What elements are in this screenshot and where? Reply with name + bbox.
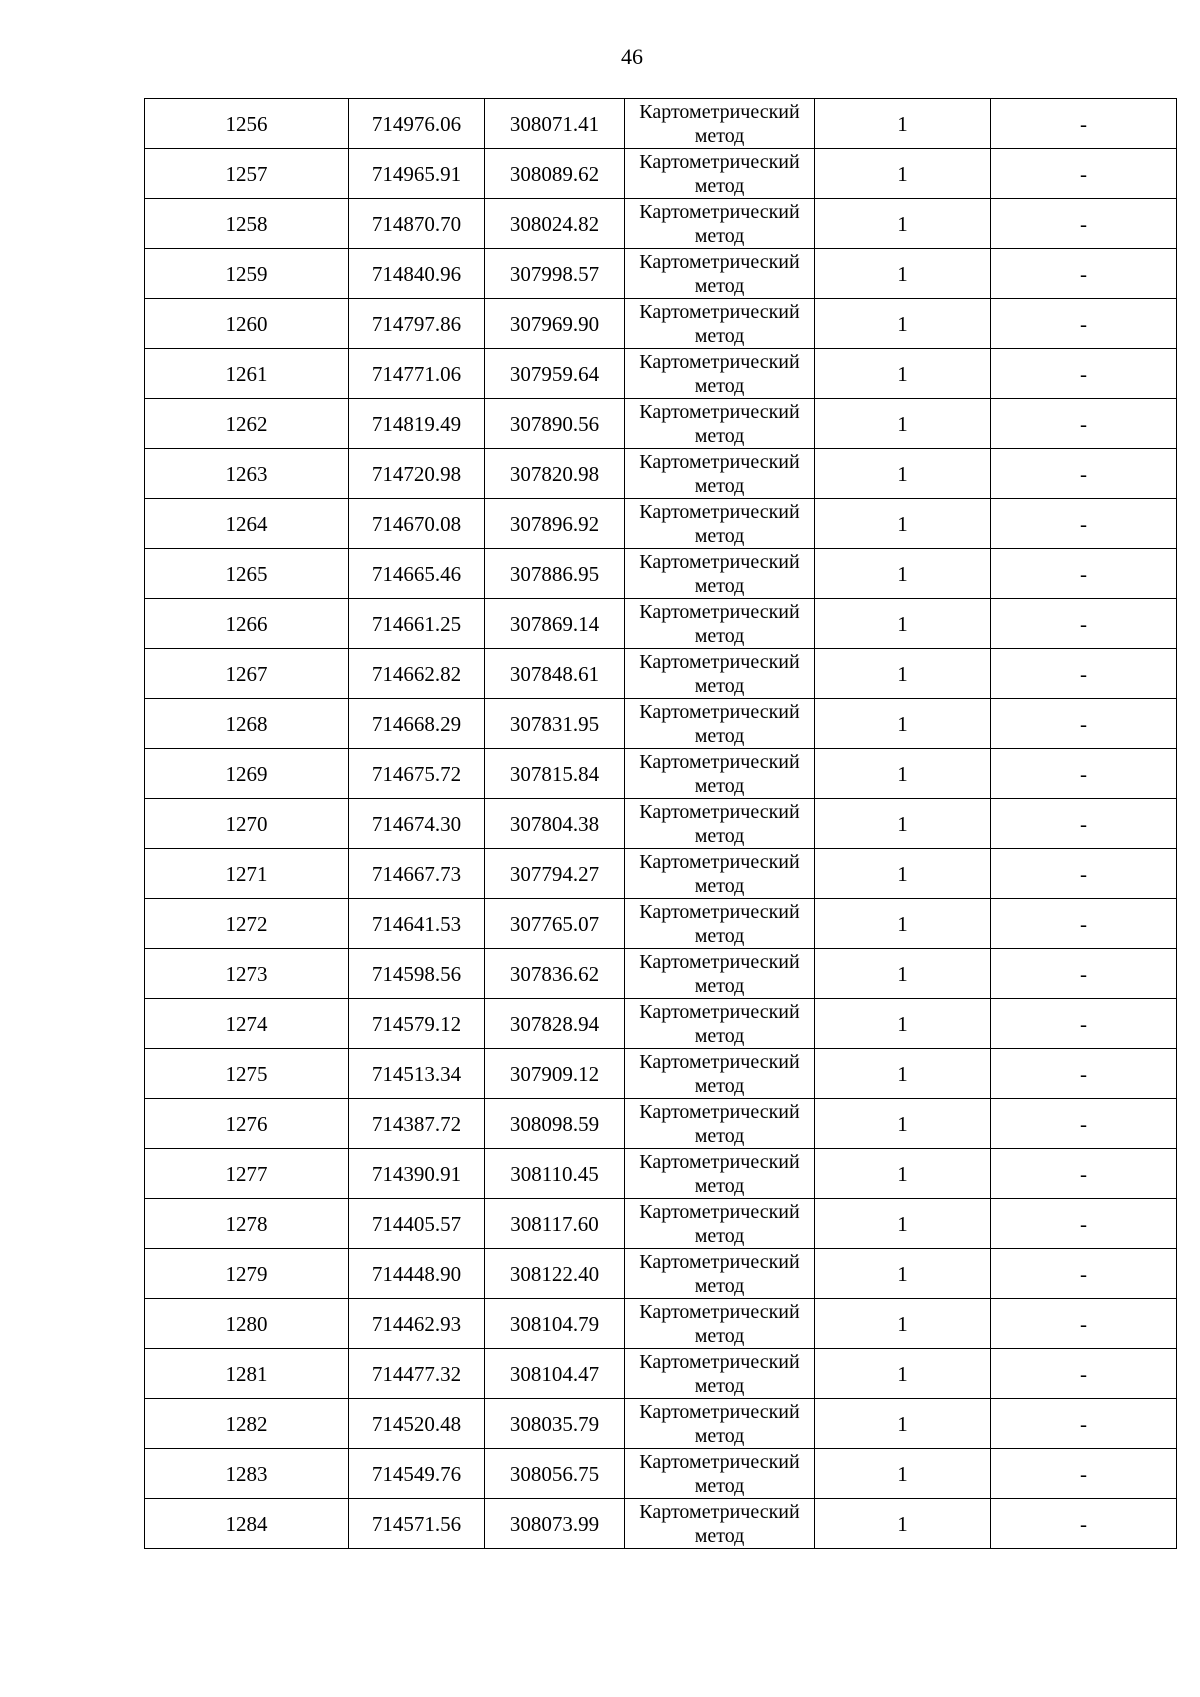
note-cell: - <box>991 99 1177 149</box>
point-number-cell: 1262 <box>145 399 349 449</box>
y-coordinate-cell: 307969.90 <box>485 299 625 349</box>
method-text-line-2: метод <box>694 1274 745 1297</box>
table-row <box>145 749 1177 799</box>
point-number-cell: 1272 <box>145 899 349 949</box>
accuracy-cell: 1 <box>815 999 991 1049</box>
method-cell <box>625 1099 815 1149</box>
y-coordinate-cell: 308117.60 <box>485 1199 625 1249</box>
table-row <box>145 1499 1177 1549</box>
point-number-cell: 1275 <box>145 1049 349 1099</box>
y-coordinate-cell: 307959.64 <box>485 349 625 399</box>
accuracy-cell: 1 <box>815 249 991 299</box>
table-row <box>145 1049 1177 1099</box>
method-text-line-2: метод <box>694 524 745 547</box>
x-coordinate-cell: 714661.25 <box>349 599 485 649</box>
method-text-line-2: метод <box>694 1324 745 1347</box>
method-text-line-2: метод <box>694 1524 745 1547</box>
x-coordinate-cell: 714477.32 <box>349 1349 485 1399</box>
method-text-line-2: метод <box>694 774 745 797</box>
note-cell: - <box>991 899 1177 949</box>
method-text-line-2: метод <box>694 324 745 347</box>
accuracy-cell: 1 <box>815 749 991 799</box>
note-cell: - <box>991 349 1177 399</box>
y-coordinate-cell: 307794.27 <box>485 849 625 899</box>
method-cell <box>625 199 815 249</box>
method-text-line-2: метод <box>694 574 745 597</box>
method-cell <box>625 499 815 549</box>
x-coordinate-cell: 714674.30 <box>349 799 485 849</box>
point-number-cell: 1276 <box>145 1099 349 1149</box>
table-row <box>145 599 1177 649</box>
y-coordinate-cell: 307815.84 <box>485 749 625 799</box>
note-cell: - <box>991 499 1177 549</box>
note-cell: - <box>991 849 1177 899</box>
method-cell <box>625 249 815 299</box>
y-coordinate-cell: 307765.07 <box>485 899 625 949</box>
method-text-line-2: метод <box>694 874 745 897</box>
y-coordinate-cell: 307848.61 <box>485 649 625 699</box>
point-number-cell: 1268 <box>145 699 349 749</box>
point-number-cell: 1265 <box>145 549 349 599</box>
accuracy-cell: 1 <box>815 699 991 749</box>
note-cell: - <box>991 1199 1177 1249</box>
x-coordinate-cell: 714965.91 <box>349 149 485 199</box>
method-cell <box>625 449 815 499</box>
point-number-cell: 1266 <box>145 599 349 649</box>
y-coordinate-cell: 307836.62 <box>485 949 625 999</box>
method-cell <box>625 1449 815 1499</box>
method-text-line-2: метод <box>694 924 745 947</box>
method-text-line-1: Картометрический <box>639 500 800 523</box>
y-coordinate-cell: 307890.56 <box>485 399 625 449</box>
note-cell: - <box>991 1099 1177 1149</box>
method-text-line-1: Картометрический <box>639 1300 800 1323</box>
y-coordinate-cell: 308104.79 <box>485 1299 625 1349</box>
note-cell: - <box>991 299 1177 349</box>
point-number-cell: 1261 <box>145 349 349 399</box>
method-text-line-1: Картометрический <box>639 1400 800 1423</box>
x-coordinate-cell: 714448.90 <box>349 1249 485 1299</box>
x-coordinate-cell: 714840.96 <box>349 249 485 299</box>
method-text-line-1: Картометрический <box>639 1200 800 1223</box>
table-row <box>145 549 1177 599</box>
method-cell <box>625 1049 815 1099</box>
table-row <box>145 649 1177 699</box>
page-number: 46 <box>621 44 643 69</box>
point-number-cell: 1278 <box>145 1199 349 1249</box>
point-number-cell: 1264 <box>145 499 349 549</box>
table-row <box>145 149 1177 199</box>
method-cell <box>625 349 815 399</box>
method-text-line-1: Картометрический <box>639 850 800 873</box>
accuracy-cell: 1 <box>815 349 991 399</box>
method-text-line-1: Картометрический <box>639 400 800 423</box>
point-number-cell: 1269 <box>145 749 349 799</box>
note-cell: - <box>991 149 1177 199</box>
x-coordinate-cell: 714405.57 <box>349 1199 485 1249</box>
method-text-line-2: метод <box>694 674 745 697</box>
note-cell: - <box>991 949 1177 999</box>
method-text-line-2: метод <box>694 1024 745 1047</box>
method-text-line-1: Картометрический <box>639 800 800 823</box>
note-cell: - <box>991 1249 1177 1299</box>
table-row <box>145 249 1177 299</box>
method-text-line-1: Картометрический <box>639 1350 800 1373</box>
accuracy-cell: 1 <box>815 1299 991 1349</box>
x-coordinate-cell: 714520.48 <box>349 1399 485 1449</box>
method-text-line-2: метод <box>694 824 745 847</box>
method-text-line-1: Картометрический <box>639 100 800 123</box>
accuracy-cell: 1 <box>815 1449 991 1499</box>
table-row <box>145 1099 1177 1149</box>
table-row <box>145 99 1177 149</box>
accuracy-cell: 1 <box>815 399 991 449</box>
y-coordinate-cell: 308073.99 <box>485 1499 625 1549</box>
method-cell <box>625 149 815 199</box>
table-row <box>145 299 1177 349</box>
accuracy-cell: 1 <box>815 199 991 249</box>
table-row <box>145 1249 1177 1299</box>
method-text-line-1: Картометрический <box>639 700 800 723</box>
method-cell <box>625 1199 815 1249</box>
method-cell <box>625 899 815 949</box>
point-number-cell: 1273 <box>145 949 349 999</box>
note-cell: - <box>991 699 1177 749</box>
x-coordinate-cell: 714641.53 <box>349 899 485 949</box>
x-coordinate-cell: 714513.34 <box>349 1049 485 1099</box>
x-coordinate-cell: 714819.49 <box>349 399 485 449</box>
method-cell <box>625 1349 815 1399</box>
x-coordinate-cell: 714662.82 <box>349 649 485 699</box>
note-cell: - <box>991 649 1177 699</box>
x-coordinate-cell: 714720.98 <box>349 449 485 499</box>
method-cell <box>625 1499 815 1549</box>
table-row <box>145 1349 1177 1399</box>
table-row <box>145 1299 1177 1349</box>
method-text-line-1: Картометрический <box>639 1250 800 1273</box>
x-coordinate-cell: 714549.76 <box>349 1449 485 1499</box>
note-cell: - <box>991 449 1177 499</box>
y-coordinate-cell: 307869.14 <box>485 599 625 649</box>
y-coordinate-cell: 308024.82 <box>485 199 625 249</box>
x-coordinate-cell: 714387.72 <box>349 1099 485 1149</box>
x-coordinate-cell: 714665.46 <box>349 549 485 599</box>
method-text-line-1: Картометрический <box>639 550 800 573</box>
x-coordinate-cell: 714668.29 <box>349 699 485 749</box>
note-cell: - <box>991 199 1177 249</box>
y-coordinate-cell: 307998.57 <box>485 249 625 299</box>
table-row <box>145 449 1177 499</box>
x-coordinate-cell: 714667.73 <box>349 849 485 899</box>
note-cell: - <box>991 249 1177 299</box>
point-number-cell: 1258 <box>145 199 349 249</box>
table-body <box>145 99 1177 1549</box>
method-text-line-1: Картометрический <box>639 150 800 173</box>
y-coordinate-cell: 308110.45 <box>485 1149 625 1199</box>
method-text-line-1: Картометрический <box>639 250 800 273</box>
method-text-line-2: метод <box>694 1424 745 1447</box>
method-text-line-1: Картометрический <box>639 650 800 673</box>
x-coordinate-cell: 714771.06 <box>349 349 485 399</box>
method-cell <box>625 549 815 599</box>
accuracy-cell: 1 <box>815 99 991 149</box>
method-text-line-2: метод <box>694 1074 745 1097</box>
method-text-line-1: Картометрический <box>639 750 800 773</box>
table-row <box>145 349 1177 399</box>
table-row <box>145 1449 1177 1499</box>
method-text-line-2: метод <box>694 1174 745 1197</box>
method-text-line-1: Картометрический <box>639 1050 800 1073</box>
y-coordinate-cell: 308104.47 <box>485 1349 625 1399</box>
y-coordinate-cell: 307820.98 <box>485 449 625 499</box>
x-coordinate-cell: 714390.91 <box>349 1149 485 1199</box>
method-text-line-1: Картометрический <box>639 350 800 373</box>
point-number-cell: 1271 <box>145 849 349 899</box>
table-row <box>145 849 1177 899</box>
point-number-cell: 1283 <box>145 1449 349 1499</box>
x-coordinate-cell: 714670.08 <box>349 499 485 549</box>
method-text-line-2: метод <box>694 974 745 997</box>
method-text-line-1: Картометрический <box>639 1100 800 1123</box>
method-cell <box>625 1399 815 1449</box>
note-cell: - <box>991 1399 1177 1449</box>
accuracy-cell: 1 <box>815 1349 991 1399</box>
note-cell: - <box>991 1049 1177 1099</box>
method-cell <box>625 699 815 749</box>
coordinates-table <box>144 98 1177 1549</box>
table-row <box>145 499 1177 549</box>
point-number-cell: 1257 <box>145 149 349 199</box>
y-coordinate-cell: 308122.40 <box>485 1249 625 1299</box>
x-coordinate-cell: 714462.93 <box>349 1299 485 1349</box>
method-text-line-2: метод <box>694 724 745 747</box>
method-text-line-1: Картометрический <box>639 1000 800 1023</box>
y-coordinate-cell: 308056.75 <box>485 1449 625 1499</box>
point-number-cell: 1280 <box>145 1299 349 1349</box>
method-text-line-1: Картометрический <box>639 1150 800 1173</box>
method-text-line-2: метод <box>694 124 745 147</box>
point-number-cell: 1270 <box>145 799 349 849</box>
point-number-cell: 1267 <box>145 649 349 699</box>
accuracy-cell: 1 <box>815 1149 991 1199</box>
accuracy-cell: 1 <box>815 649 991 699</box>
y-coordinate-cell: 307896.92 <box>485 499 625 549</box>
y-coordinate-cell: 307828.94 <box>485 999 625 1049</box>
method-cell <box>625 799 815 849</box>
method-text-line-1: Картометрический <box>639 300 800 323</box>
x-coordinate-cell: 714675.72 <box>349 749 485 799</box>
point-number-cell: 1277 <box>145 1149 349 1199</box>
accuracy-cell: 1 <box>815 599 991 649</box>
method-cell <box>625 649 815 699</box>
method-cell <box>625 849 815 899</box>
method-cell <box>625 399 815 449</box>
method-text-line-1: Картометрический <box>639 450 800 473</box>
method-text-line-2: метод <box>694 374 745 397</box>
accuracy-cell: 1 <box>815 849 991 899</box>
method-cell <box>625 749 815 799</box>
x-coordinate-cell: 714598.56 <box>349 949 485 999</box>
note-cell: - <box>991 1299 1177 1349</box>
method-text-line-2: метод <box>694 174 745 197</box>
table-row <box>145 1399 1177 1449</box>
table-row <box>145 399 1177 449</box>
y-coordinate-cell: 308089.62 <box>485 149 625 199</box>
table-row <box>145 999 1177 1049</box>
y-coordinate-cell: 308071.41 <box>485 99 625 149</box>
y-coordinate-cell: 307909.12 <box>485 1049 625 1099</box>
table-row <box>145 699 1177 749</box>
method-cell <box>625 1149 815 1199</box>
accuracy-cell: 1 <box>815 449 991 499</box>
point-number-cell: 1279 <box>145 1249 349 1299</box>
x-coordinate-cell: 714579.12 <box>349 999 485 1049</box>
x-coordinate-cell: 714797.86 <box>349 299 485 349</box>
table-row <box>145 949 1177 999</box>
note-cell: - <box>991 749 1177 799</box>
accuracy-cell: 1 <box>815 499 991 549</box>
y-coordinate-cell: 307886.95 <box>485 549 625 599</box>
y-coordinate-cell: 307804.38 <box>485 799 625 849</box>
table-row <box>145 799 1177 849</box>
method-text-line-1: Картометрический <box>639 900 800 923</box>
method-text-line-2: метод <box>694 224 745 247</box>
note-cell: - <box>991 1149 1177 1199</box>
note-cell: - <box>991 399 1177 449</box>
accuracy-cell: 1 <box>815 549 991 599</box>
method-text-line-2: метод <box>694 624 745 647</box>
method-cell <box>625 999 815 1049</box>
accuracy-cell: 1 <box>815 1499 991 1549</box>
note-cell: - <box>991 799 1177 849</box>
accuracy-cell: 1 <box>815 1049 991 1099</box>
y-coordinate-cell: 308035.79 <box>485 1399 625 1449</box>
point-number-cell: 1281 <box>145 1349 349 1399</box>
point-number-cell: 1274 <box>145 999 349 1049</box>
point-number-cell: 1260 <box>145 299 349 349</box>
point-number-cell: 1263 <box>145 449 349 499</box>
method-text-line-2: метод <box>694 1474 745 1497</box>
accuracy-cell: 1 <box>815 799 991 849</box>
point-number-cell: 1259 <box>145 249 349 299</box>
method-cell <box>625 1299 815 1349</box>
point-number-cell: 1284 <box>145 1499 349 1549</box>
point-number-cell: 1282 <box>145 1399 349 1449</box>
method-cell <box>625 949 815 999</box>
method-text-line-1: Картометрический <box>639 950 800 973</box>
method-cell <box>625 299 815 349</box>
note-cell: - <box>991 1449 1177 1499</box>
point-number-cell: 1256 <box>145 99 349 149</box>
method-text-line-1: Картометрический <box>639 200 800 223</box>
table-row <box>145 1149 1177 1199</box>
method-text-line-2: метод <box>694 1374 745 1397</box>
note-cell: - <box>991 549 1177 599</box>
note-cell: - <box>991 999 1177 1049</box>
method-cell <box>625 99 815 149</box>
method-cell <box>625 1249 815 1299</box>
table-row <box>145 899 1177 949</box>
y-coordinate-cell: 308098.59 <box>485 1099 625 1149</box>
note-cell: - <box>991 1499 1177 1549</box>
method-text-line-2: метод <box>694 274 745 297</box>
accuracy-cell: 1 <box>815 949 991 999</box>
x-coordinate-cell: 714976.06 <box>349 99 485 149</box>
method-text-line-2: метод <box>694 1224 745 1247</box>
table-row <box>145 1199 1177 1249</box>
method-text-line-2: метод <box>694 424 745 447</box>
method-cell <box>625 599 815 649</box>
method-text-line-2: метод <box>694 1124 745 1147</box>
note-cell: - <box>991 1349 1177 1399</box>
accuracy-cell: 1 <box>815 1399 991 1449</box>
x-coordinate-cell: 714870.70 <box>349 199 485 249</box>
accuracy-cell: 1 <box>815 1099 991 1149</box>
accuracy-cell: 1 <box>815 1249 991 1299</box>
y-coordinate-cell: 307831.95 <box>485 699 625 749</box>
note-cell: - <box>991 599 1177 649</box>
x-coordinate-cell: 714571.56 <box>349 1499 485 1549</box>
method-text-line-2: метод <box>694 474 745 497</box>
accuracy-cell: 1 <box>815 149 991 199</box>
method-text-line-1: Картометрический <box>639 600 800 623</box>
method-text-line-1: Картометрический <box>639 1500 800 1523</box>
method-text-line-1: Картометрический <box>639 1450 800 1473</box>
accuracy-cell: 1 <box>815 299 991 349</box>
accuracy-cell: 1 <box>815 1199 991 1249</box>
accuracy-cell: 1 <box>815 899 991 949</box>
table-row <box>145 199 1177 249</box>
